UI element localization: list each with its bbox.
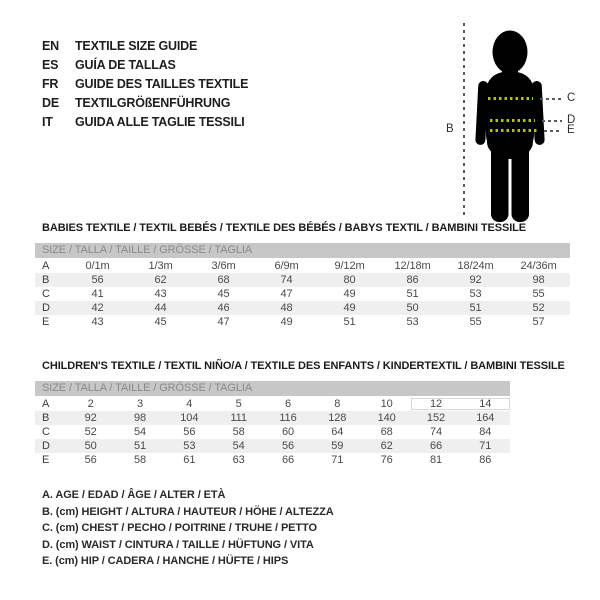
language-code: IT (42, 114, 53, 129)
table-cell: 61 (183, 454, 196, 466)
table-row-C (35, 425, 510, 439)
language-row (42, 112, 248, 131)
table-cell: 57 (532, 316, 545, 328)
table-cell: 49 (343, 288, 356, 300)
table-cell: 43 (154, 288, 167, 300)
language-title: GUIDE DES TAILLES TEXTILE (75, 76, 249, 91)
table-cell: 18/24m (457, 260, 494, 272)
row-label: C (42, 288, 50, 300)
table-cell: 56 (183, 426, 196, 438)
chest-leader-line (540, 98, 562, 100)
table-cell: 62 (380, 440, 393, 452)
table-cell: 24/36m (520, 260, 557, 272)
table-cell: 6/9m (274, 260, 299, 272)
chest-label: C (567, 92, 576, 104)
legend-line: C. (cm) CHEST / PECHO / POITRINE / TRUHE / PETTO (42, 522, 317, 534)
table-cell: 47 (217, 316, 230, 328)
table-cell: 8 (334, 398, 341, 410)
table-cell: 98 (532, 274, 545, 286)
language-title: GUÍA DE TALLAS (75, 57, 176, 72)
table-cell: 12 (411, 398, 460, 410)
height-label: B (446, 123, 454, 135)
language-code: DE (42, 95, 59, 110)
table-cell: 6 (284, 398, 291, 410)
table-cell: 54 (133, 426, 147, 438)
table-cell: 1/3m (148, 260, 173, 272)
language-row (42, 36, 248, 55)
table-cell: 5 (235, 398, 242, 410)
table-cell: 71 (331, 454, 344, 466)
table-row-C (35, 287, 570, 301)
table-cell: 116 (279, 412, 297, 424)
babies-size-header: SIZE / TALLA / TAILLE / GRÖSSE / TAGLIA (35, 243, 570, 258)
children-size-header: SIZE / TALLA / TAILLE / GRÖSSE / TAGLIA (35, 381, 510, 396)
hip-leader-line (544, 130, 562, 132)
language-title-list (42, 36, 248, 131)
row-label: E (42, 454, 50, 466)
table-cell: 74 (429, 426, 442, 438)
table-cell: 9/12m (334, 260, 365, 272)
table-cell: 62 (154, 274, 167, 286)
chest-measure-line (488, 97, 533, 100)
language-title: GUIDA ALLE TAGLIE TESSILI (75, 114, 245, 129)
hip-label: E (567, 124, 575, 136)
table-row-A (35, 397, 510, 411)
table-row-D (35, 439, 510, 453)
table-cell: 44 (154, 302, 167, 314)
table-cell: 58 (133, 454, 147, 466)
row-label: B (42, 412, 50, 424)
table-cell: 45 (217, 288, 230, 300)
table-cell: 55 (469, 316, 482, 328)
babies-size-table (35, 222, 570, 329)
children-table-title: CHILDREN'S TEXTILE / TEXTIL NIÑO/A / TEXTILE DES ENFANTS / KINDERTEXTIL / BAMBINI TESSILE (42, 360, 565, 372)
table-cell: 152 (426, 412, 445, 424)
legend-line: A. AGE / EDAD / ÂGE / ALTER / ETÀ (42, 489, 226, 501)
row-label: B (42, 274, 50, 286)
row-label: D (42, 440, 50, 452)
table-cell: 52 (84, 426, 97, 438)
table-cell: 47 (280, 288, 293, 300)
table-cell: 51 (343, 316, 356, 328)
babies-table-title: BABIES TEXTILE / TEXTIL BEBÉS / TEXTILE DES BÉBÉS / BABYS TEXTIL / BAMBINI TESSILE (42, 222, 527, 234)
table-cell: 66 (281, 454, 294, 466)
table-cell: 14 (461, 398, 510, 410)
table-cell: 66 (429, 440, 442, 452)
table-cell: 54 (232, 440, 245, 452)
table-cell: 43 (91, 316, 104, 328)
measurement-diagram (440, 15, 595, 230)
table-cell: 111 (230, 412, 247, 424)
table-cell: 4 (186, 398, 193, 410)
table-cell: 64 (331, 426, 344, 438)
language-code: EN (42, 38, 59, 53)
waist-measure-line (490, 119, 535, 122)
measurement-legend (42, 489, 334, 572)
table-cell: 164 (476, 412, 495, 424)
table-cell: 59 (331, 440, 344, 452)
table-cell: 49 (280, 316, 293, 328)
row-label: E (42, 316, 50, 328)
table-cell: 12/18m (394, 260, 431, 272)
table-cell: 52 (532, 302, 545, 314)
table-cell: 68 (380, 426, 393, 438)
legend-line: E. (cm) HIP / CADERA / HANCHE / HÜFTE / HIPS (42, 555, 289, 567)
waist-leader-line (542, 120, 562, 122)
language-code: ES (42, 57, 59, 72)
table-row-B (35, 273, 570, 287)
row-label: D (42, 302, 50, 314)
table-cell: 49 (343, 302, 356, 314)
table-cell: 63 (232, 454, 245, 466)
table-cell: 98 (133, 412, 147, 424)
hip-measure-line (490, 129, 537, 132)
table-cell: 81 (429, 454, 442, 466)
table-cell: 71 (479, 440, 492, 452)
language-title: TEXTILE SIZE GUIDE (75, 38, 198, 53)
height-measure-line (463, 23, 465, 219)
table-cell: 10 (380, 398, 393, 410)
row-label: A (42, 398, 50, 410)
table-cell: 46 (217, 302, 230, 314)
table-cell: 55 (532, 288, 545, 300)
table-cell: 84 (479, 426, 492, 438)
legend-line: D. (cm) WAIST / CINTURA / TAILLE / HÜFTUNG / VITA (42, 538, 314, 551)
language-code: FR (42, 76, 59, 91)
table-cell: 45 (154, 316, 167, 328)
language-title: TEXTILGRÖßENFÜHRUNG (75, 95, 231, 110)
table-cell: 51 (406, 288, 419, 300)
table-row-D (35, 301, 570, 315)
waist-label: D (567, 114, 576, 126)
table-cell: 3 (136, 398, 143, 410)
table-row-E (35, 453, 510, 467)
table-cell: 86 (406, 274, 419, 286)
table-cell: 68 (217, 274, 230, 286)
children-table-rows (35, 397, 510, 467)
table-cell: 42 (91, 302, 104, 314)
language-row (42, 93, 248, 112)
table-cell: 92 (469, 274, 482, 286)
children-size-table (35, 360, 565, 467)
table-cell: 53 (406, 316, 419, 328)
table-cell: 74 (280, 274, 293, 286)
table-cell: 51 (469, 302, 482, 314)
legend-line: B. (cm) HEIGHT / ALTURA / HAUTEUR / HÖHE / ALTEZZA (42, 505, 334, 518)
table-cell: 41 (91, 288, 104, 300)
table-cell: 53 (183, 440, 196, 452)
table-cell: 60 (281, 426, 294, 438)
table-cell: 76 (380, 454, 393, 466)
table-cell: 3/6m (211, 260, 236, 272)
table-cell: 56 (281, 440, 294, 452)
babies-table-rows (35, 259, 570, 329)
table-cell: 92 (84, 412, 97, 424)
table-cell: 51 (133, 440, 147, 452)
table-cell: 53 (469, 288, 482, 300)
table-cell: 0/1m (85, 260, 110, 272)
table-row-A (35, 259, 570, 273)
table-row-E (35, 315, 570, 329)
language-row (42, 55, 248, 74)
table-cell: 80 (343, 274, 356, 286)
table-cell: 140 (377, 412, 396, 424)
table-cell: 56 (84, 454, 97, 466)
language-row (42, 74, 248, 93)
table-row-B (35, 411, 510, 425)
table-cell: 2 (87, 398, 94, 410)
table-cell: 128 (328, 412, 347, 424)
table-cell: 50 (84, 440, 97, 452)
table-cell: 86 (479, 454, 492, 466)
table-cell: 58 (232, 426, 245, 438)
table-cell: 104 (180, 412, 199, 424)
table-cell: 48 (280, 302, 293, 314)
row-label: C (42, 426, 50, 438)
table-cell: 56 (91, 274, 104, 286)
row-label: A (42, 260, 50, 272)
table-cell: 50 (406, 302, 419, 314)
